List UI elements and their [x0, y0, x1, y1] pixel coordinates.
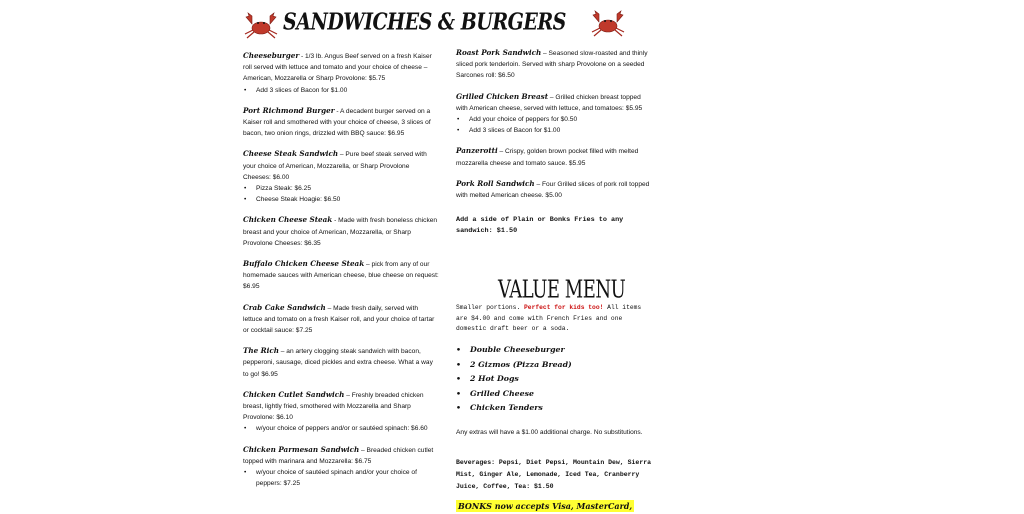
item-name: Port Richmond Burger	[243, 105, 335, 115]
list-item: • 2 Hot Dogs	[470, 372, 572, 387]
item-option: • Add 3 slices of Bacon for $1.00	[256, 85, 439, 96]
item-name: Roast Pork Sandwich	[456, 48, 542, 57]
extras-note: Any extras will have a $1.00 additional charge. No substitutions.	[456, 429, 643, 436]
item-name: Panzerotti	[456, 146, 498, 156]
list-item: • Grilled Cheese	[470, 387, 572, 402]
item-name: Chicken Cutlet Sandwich	[243, 389, 345, 399]
item-description: – Pure beef steak served with your choice of American, Mozzarella, or Sharp Provolone Cheeses: $6.00	[243, 151, 427, 181]
item-name: Buffalo Chicken Cheese Steak	[243, 259, 365, 269]
item-description: – an artery clogging steak sandwich with bacon, pepperoni, sausage, diced pickles and extra cheese. What a way to go! $6.95	[243, 348, 433, 378]
item-description: - Made with fresh boneless chicken breast and your choice of American, Mozzarella, or Sharp Provolone Cheeses: $6.35	[243, 217, 438, 247]
item-description: – Crispy, golden brown pocket filled with melted mozzarella cheese and tomato sauce. $5.95	[456, 148, 639, 167]
item-name: Cheeseburger	[243, 51, 300, 60]
item-option: • Add your choice of peppers for $0.50	[469, 114, 651, 125]
item-option: • Pizza Steak: $6.25	[256, 183, 439, 194]
crab-icon	[243, 12, 279, 40]
menu-item	[243, 444, 439, 490]
item-name: Cheese Steak Sandwich	[243, 149, 339, 159]
intro-text: All items are $4.00 and come with French Fries and one domestic draft beer or a soda.	[456, 304, 642, 332]
menu-item	[243, 389, 439, 435]
intro-text: Smaller portions.	[456, 304, 525, 311]
item-description: - A decadent burger served on a Kaiser roll and smothered with your choice of cheese, 3 slices of bacon, two onion rings, drizzled with BBQ sauce: $6.95	[243, 107, 431, 138]
kids-highlight: Perfect for kids too!	[524, 304, 604, 311]
item-description: – Grilled chicken breast topped with American cheese, served with lettuce, and tomatoes: $5.95	[456, 93, 643, 112]
item-description: – Seasoned slow-roasted and thinly sliced pork tenderloin. Served with sharp Provolone on a seeded Sarcones roll: $6.50	[456, 50, 648, 80]
item-name: Crab Cake Sandwich	[243, 302, 326, 312]
menu-item	[243, 50, 439, 96]
item-option: • w/your choice of sautéed spinach and/or your choice of peppers: $7.25	[256, 467, 439, 489]
payment-banner: BONKS now accepts Visa, MasterCard,	[458, 501, 633, 511]
menu-item	[243, 345, 439, 380]
item-name: Pork Roll Sandwich	[456, 178, 535, 188]
menu-item	[456, 145, 651, 168]
crab-icon	[590, 10, 626, 38]
beverages-note: Beverages: Pepsi, Diet Pepsi, Mountain Dew, Sierra Mist, Ginger Ale, Lemonade, Iced Tea, Cranberry Juice, Coffee, Tea: $1.50	[456, 459, 652, 490]
item-option: • Add 3 slices of Bacon for $1.00	[469, 125, 651, 136]
menu-item	[456, 47, 651, 82]
item-name: Grilled Chicken Breast	[456, 91, 549, 101]
menu-item	[456, 178, 651, 201]
value-menu-title: VALUE MENU	[498, 276, 626, 305]
item-description: – Four Grilled slices of pork roll topped with melted American cheese. $5.00	[456, 180, 650, 200]
value-menu-list	[456, 343, 572, 416]
item-description: - 1/3 lb. Angus Beef served on a fresh Kaiser roll served with lettuce and tomato and your choice of cheese – American, Mozzarella or Sharp Provolone: $5.75	[243, 53, 432, 83]
menu-item	[243, 258, 439, 293]
item-name: Chicken Parmesan Sandwich	[243, 444, 360, 454]
list-item: • Chicken Tenders	[470, 401, 572, 416]
menu-item	[243, 302, 439, 337]
item-option: • w/your choice of peppers and/or or sautéed spinach: $6.60	[256, 423, 439, 434]
item-description: – Breaded chicken cutlet topped with marinara and Mozzarella: $6.75	[243, 446, 434, 465]
left-menu-column	[243, 50, 439, 499]
list-item: • Double Cheeseburger	[470, 343, 572, 358]
fries-side-note: Add a side of Plain or Bonks Fries to any sandwich: $1.50	[456, 216, 624, 236]
menu-item	[243, 214, 439, 249]
page-title: SANDWICHES & BURGERS	[283, 8, 566, 36]
item-name: The Rich	[243, 346, 279, 356]
menu-item	[456, 91, 651, 137]
item-description: – pick from any of our homemade sauces with American cheese, blue cheese on request: $6.95	[243, 261, 439, 291]
item-option: • Cheese Steak Hoagie: $6.50	[256, 194, 439, 205]
menu-item	[243, 148, 439, 205]
item-description: – Made fresh daily, served with lettuce and tomato on a fresh Kaiser roll, and your choice of tartar or cocktail sauce: $7.25	[243, 304, 435, 335]
value-menu-intro	[456, 303, 651, 335]
right-menu-column	[456, 47, 651, 237]
menu-item	[243, 105, 439, 140]
list-item: • 2 Gizmos (Pizza Bread)	[470, 358, 572, 373]
item-name: Chicken Cheese Steak	[243, 215, 333, 225]
item-description: – Freshly breaded chicken breast, lightly fried, smothered with Mozzarella and Sharp Provolone: $6.10	[243, 391, 424, 422]
